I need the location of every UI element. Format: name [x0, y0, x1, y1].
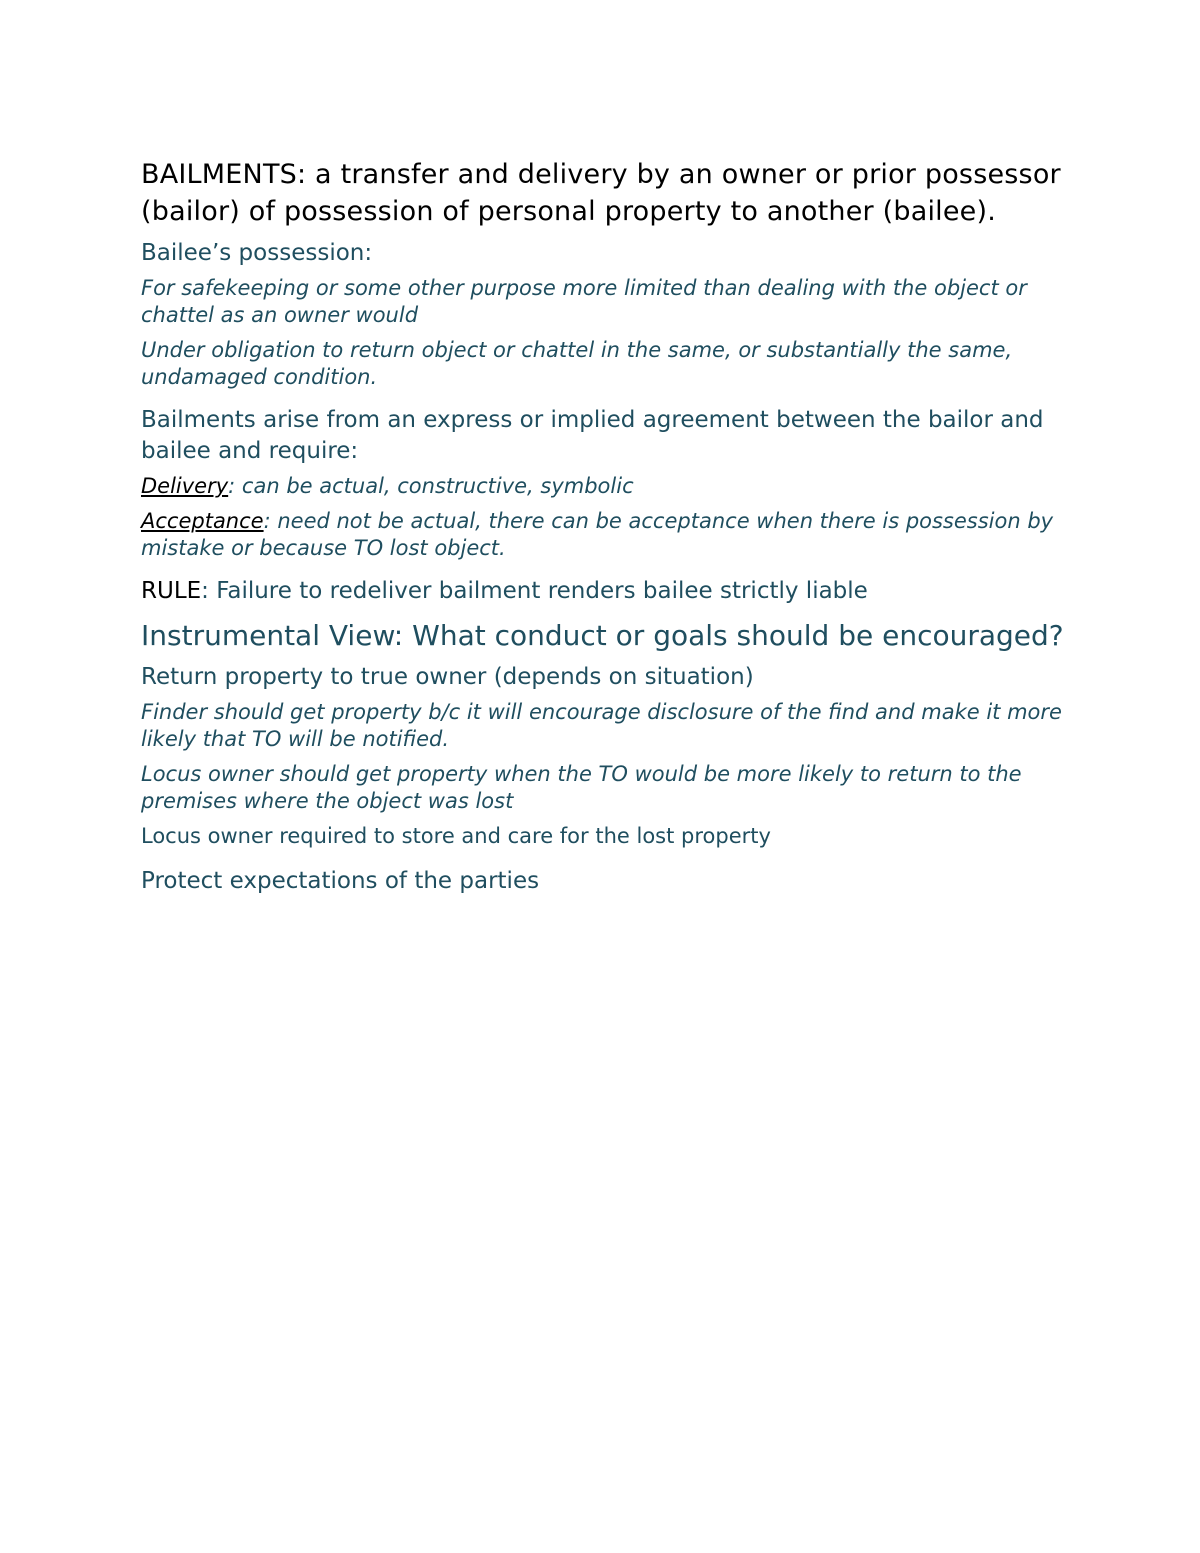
delivery-term: Delivery — [141, 474, 229, 498]
document-page — [141, 156, 1071, 903]
bailee-item-obligation: Under obligation to return object or chattel in the same, or substantially the same, undamaged condition. — [141, 338, 1013, 389]
return-item-locus-owner: Locus owner should get property when the TO would be more likely to return to the premises where the object was lost — [141, 762, 1022, 813]
rule-label: RULE — [141, 578, 202, 604]
locus-owner-care-line: Locus owner required to store and care for the lost property — [141, 824, 771, 848]
acceptance-text: : need not be actual, there can be acceptance when there is possession by mistake or because TO lost object. — [141, 509, 1054, 560]
acceptance-item — [141, 508, 1071, 562]
bailments-arise-heading: Bailments arise from an express or implied agreement between the bailor and bailee and require: — [141, 407, 1044, 464]
bailee-possession-heading: Bailee’s possession: — [141, 240, 373, 266]
delivery-text: : can be actual, constructive, symbolic — [228, 474, 634, 498]
rule-text: : Failure to redeliver bailment renders bailee strictly liable — [201, 578, 868, 604]
document-title: BAILMENTS: a transfer and delivery by an owner or prior possessor (bailor) of possession of personal property to another (bailee). — [141, 159, 1061, 227]
protect-expectations-heading: Protect expectations of the parties — [141, 868, 540, 894]
delivery-item — [141, 473, 1071, 500]
rule-line — [141, 576, 1071, 607]
bailee-item-safekeeping: For safekeeping or some other purpose more limited than dealing with the object or chattel as an owner would — [141, 276, 1027, 327]
acceptance-term: Acceptance — [141, 509, 264, 533]
instrumental-view-heading: Instrumental View: What conduct or goals should be encouraged? — [141, 619, 1064, 652]
return-item-finder: Finder should get property b/c it will encourage disclosure of the find and make it more likely that TO will be notified. — [141, 700, 1062, 751]
return-property-heading: Return property to true owner (depends on situation) — [141, 664, 754, 690]
